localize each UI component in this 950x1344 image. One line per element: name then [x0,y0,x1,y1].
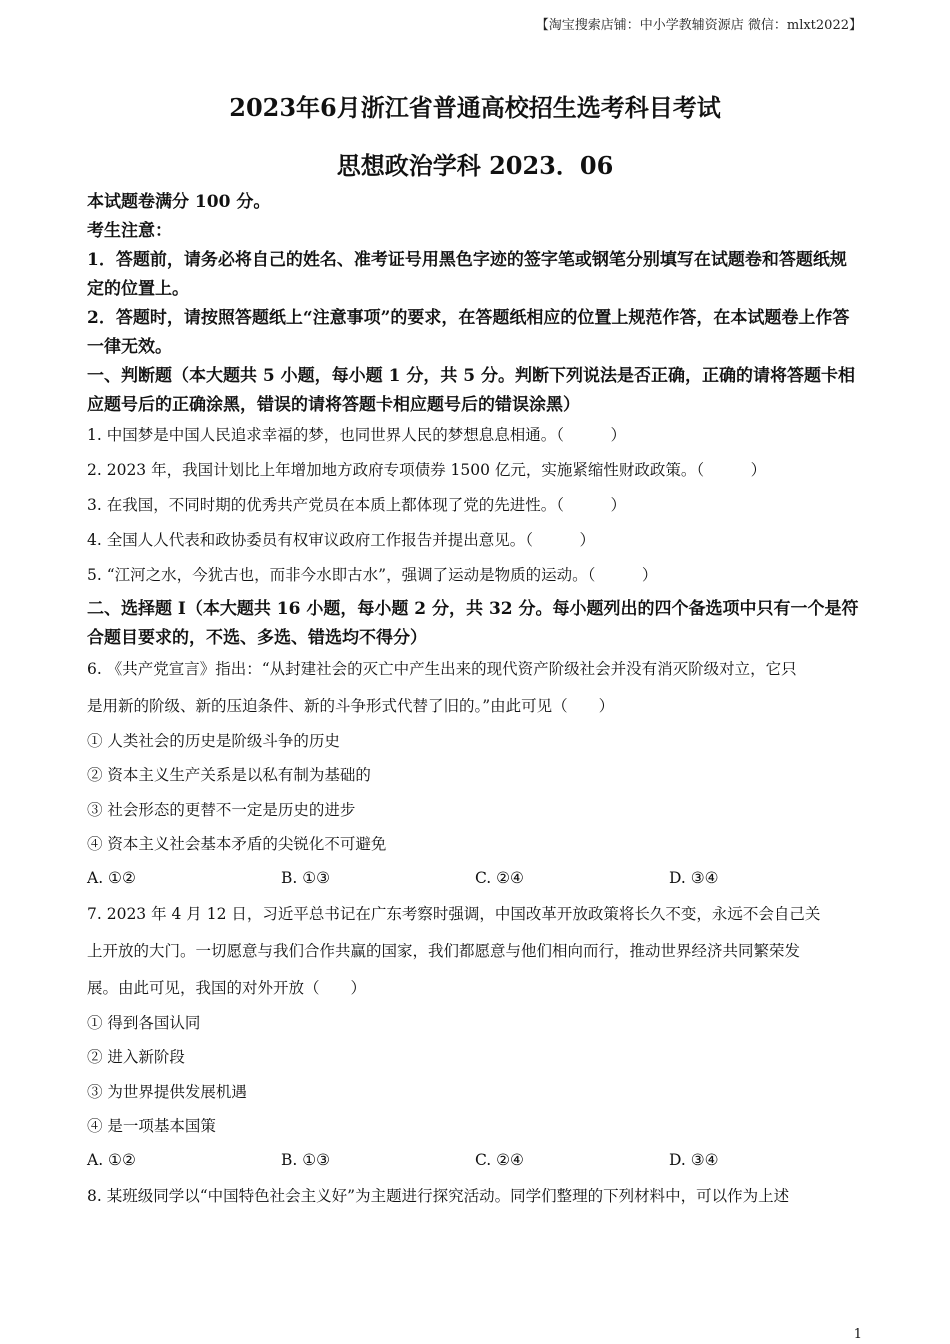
page-header: 【淘宝搜索店铺：中小学教辅资源店 微信：mlxt2022】 [535,18,862,33]
q6-option-a: A. ①② [87,869,136,887]
q6-option-c: C. ②④ [475,869,524,887]
q7-statement-1: ① 得到各国认同 [87,1014,201,1032]
q6-statement-2: ② 资本主义生产关系是以私有制为基础的 [87,766,371,784]
note-1: 1．答题前，请务必将自己的姓名、准考证号用黑色字迹的签字笔或钢笔分别填写在试题卷和答题纸规定的位置上。 [87,250,847,299]
note-2: 2．答题时，请按照答题纸上“注意事项”的要求，在答题纸相应的位置上规范作答，在本试题卷上作答一律无效。 [87,308,850,357]
exam-subtitle: 思想政治学科 2023．06 [336,151,614,180]
score-line: 本试题卷满分 100 分。 [87,192,271,212]
q7-line-2: 上开放的大门。一切愿意与我们合作共赢的国家，我们都愿意与他们相向而行，推动世界经济共同繁荣发 [87,942,801,960]
notice-label: 考生注意： [87,221,172,241]
q6-option-b: B. ①③ [281,869,331,887]
q7-statement-2: ② 进入新阶段 [87,1048,185,1066]
judge-item-3: 3. 在我国，不同时期的优秀共产党员在本质上都体现了党的先进性。（ ） [87,496,626,514]
judge-item-4: 4. 全国人人代表和政协委员有权审议政府工作报告并提出意见。（ ） [87,531,595,549]
section2-heading: 二、选择题 I（本大题共 16 小题，每小题 2 分，共 32 分。每小题列出的四个备选项中只有一个是符合题目要求的，不选、多选、错选均不得分） [87,599,859,648]
q7-option-d: D. ③④ [669,1151,719,1169]
exam-title: 2023年6月浙江省普通高校招生选考科目考试 [229,93,721,122]
q8-line-1: 8. 某班级同学以“中国特色社会主义好”为主题进行探究活动。同学们整理的下列材料中，可以作为上述 [87,1187,790,1205]
q7-line-3: 展。由此可见，我国的对外开放（ ） [87,979,367,997]
section1-heading: 一、判断题（本大题共 5 小题，每小题 1 分，共 5 分。判断下列说法是否正确，正确的请将答题卡相应题号后的正确涂黑，错误的请将答题卡相应题号后的错误涂黑） [87,366,855,415]
q7-statement-4: ④ 是一项基本国策 [87,1117,216,1135]
q6-option-d: D. ③④ [669,869,719,887]
q6-statement-1: ① 人类社会的历史是阶级斗争的历史 [87,732,340,750]
q7-statement-3: ③ 为世界提供发展机遇 [87,1083,247,1101]
q7-option-b: B. ①③ [281,1151,331,1169]
judge-item-5: 5. “江河之水，今犹古也，而非今水即古水”，强调了运动是物质的运动。（ ） [87,566,658,584]
judge-item-2: 2. 2023 年，我国计划比上年增加地方政府专项债券 1500 亿元，实施紧缩性财政政策。（ ） [87,461,767,479]
q7-option-a: A. ①② [87,1151,136,1169]
page-number: 1 [853,1327,862,1342]
q7-line-1: 7. 2023 年 4 月 12 日，习近平总书记在广东考察时强调，中国改革开放政策将长久不变，永远不会自己关 [87,905,821,923]
judge-item-1: 1. 中国梦是中国人民追求幸福的梦，也同世界人民的梦想息息相通。（ ） [87,426,626,444]
q7-option-c: C. ②④ [475,1151,524,1169]
q6-statement-3: ③ 社会形态的更替不一定是历史的进步 [87,801,356,819]
q6-line-1: 6. 《共产党宣言》指出：“从封建社会的灭亡中产生出来的现代资产阶级社会并没有消灭阶级对立，它只 [87,660,797,678]
q6-statement-4: ④ 资本主义社会基本矛盾的尖锐化不可避免 [87,835,387,853]
q6-line-2: 是用新的阶级、新的压迫条件、新的斗争形式代替了旧的。”由此可见（ ） [87,697,615,715]
